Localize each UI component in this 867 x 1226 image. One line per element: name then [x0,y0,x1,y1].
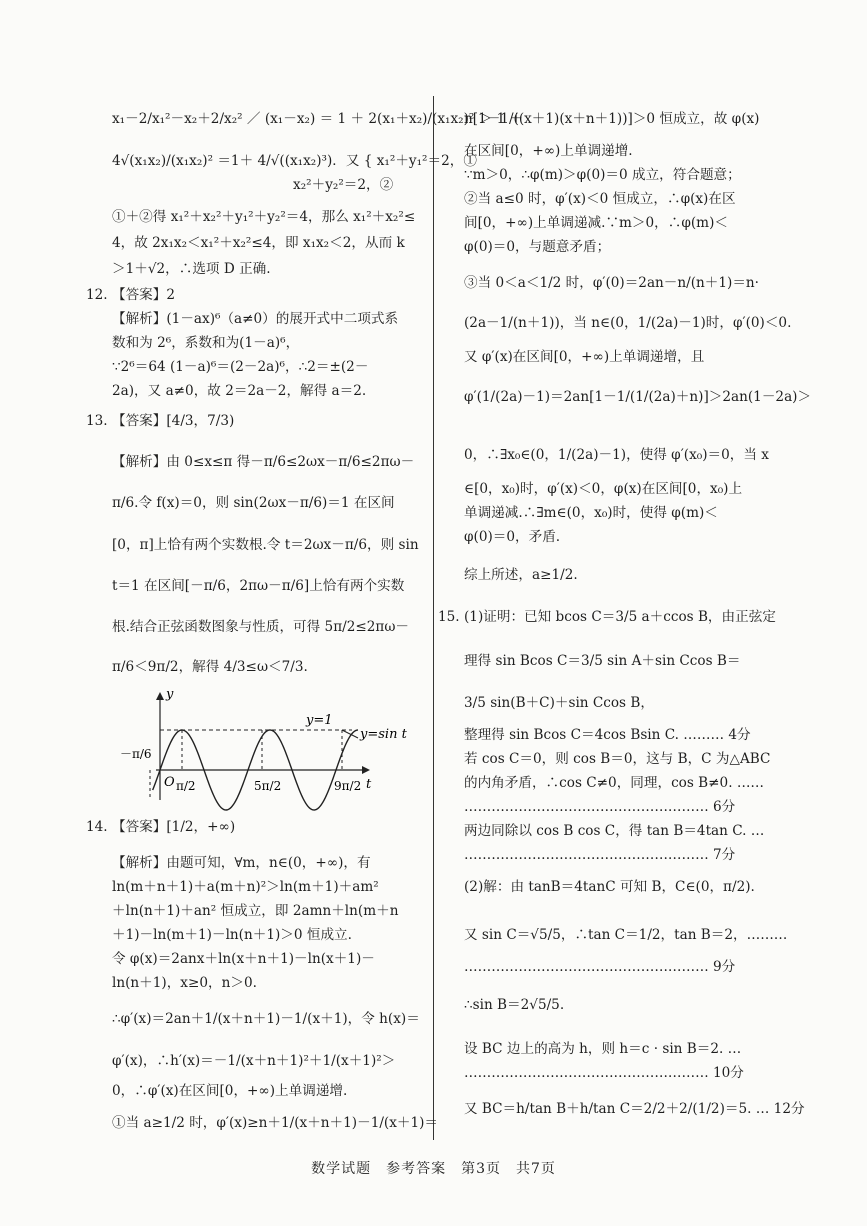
text-line: ∈[0，x₀)时，φ′(x)＜0，φ(x)在区间[0，x₀)上 [464,481,743,497]
text-line: φ′(1/(2a)－1)＝2an[1－1/(1/(2a)＋n)]＞2an(1－2a)＞ [464,389,812,405]
text-line: 设 BC 边上的高为 h，则 h＝c · sin B＝2. … [464,1041,742,1057]
text-line: 若 cos C＝0，则 cos B＝0，这与 B，C 为△ABC [464,751,771,767]
text-line: ∴φ′(x)＝2an＋1/(x＋n＋1)－1/(x＋1)，令 h(x)＝ [112,1011,420,1027]
t-axis-arrow [362,766,370,774]
right-column [438,96,812,1140]
text-line: ln(m＋n＋1)＋a(m＋n)²＞ln(m＋1)＋am² [112,879,379,895]
sine-graph [120,687,420,804]
text-line: 【解析】由 0≤x≤π 得－π/6≤2ωx－π/6≤2πω－ [112,454,415,470]
text-line: ①＋②得 x₁²＋x₂²＋y₁²＋y₂²＝4，那么 x₁²＋x₂²≤ [112,209,416,225]
text-line: 又 φ′(x)在区间[0，+∞)上单调递增，且 [464,349,705,365]
text-line: 的内角矛盾，∴cos C≠0，同理，cos B≠0. …… [464,775,765,791]
text-line: 两边同除以 cos B cos C，得 tan B＝4tan C. … [464,823,765,839]
y-axis-label: y [166,687,174,702]
text-line: 理得 sin Bcos C＝3/5 sin A＋sin Ccos B＝ [464,653,741,669]
answer-13: 【答案】[4/3，7/3) [112,413,235,429]
origin-label: O [164,775,175,790]
column-divider [433,96,434,1140]
text-line: ＋1)－ln(m＋1)－ln(n＋1)＞0 恒成立. [112,927,352,943]
text-line: x₂²＋y₂²＝2，② [112,177,394,193]
text-line: (2)解：由 tanB＝4tanC 可知 B，C∈(0，π/2). [464,879,755,895]
x-tick-label: 9π/2 [334,779,362,793]
text-line: (2a－1/(n＋1))，当 n∈(0，1/(2a)－1)时，φ′(0)＜0. [464,315,792,331]
text-line: 单调递减.∴∃m∈(0，x₀)时，使得 φ(m)＜ [464,505,718,521]
text-line: 根.结合正弦函数图象与性质，可得 5π/2≤2πω－ [112,619,410,635]
text-line: (1)证明：已知 bcos C＝3/5 a＋ccos B，由正弦定 [464,609,776,625]
text-line: ∵2⁶＝64 (1－a)⁶＝(2－2a)⁶，∴2＝±(2－ [112,359,369,375]
text-line: 0，∴φ′(x)在区间[0，+∞)上单调递增. [112,1083,348,1099]
text-line: 【解析】由题可知，∀m，n∈(0，+∞)，有 [112,855,371,871]
text-line: 0，∴∃x₀∈(0，1/(2a)－1)，使得 φ′(x₀)＝0，当 x [464,447,769,463]
text-line: t＝1 在区间[－π/6，2πω－π/6]上恰有两个实数 [112,578,405,594]
text-line: ①当 a≥1/2 时，φ′(x)≥n＋1/(x＋n＋1)－1/(x＋1)＝ [112,1115,439,1131]
answer-14: 【答案】[1/2，+∞) [112,819,236,835]
text-line: 4√(x₁x₂)/(x₁x₂)² ＝1＋ 4/√((x₁x₂)³)．又 { x₁²＋y₁²＝2，① [112,153,477,169]
text-line: ln(n＋1)，x≥0，n＞0. [112,975,257,991]
y-axis-arrow [156,692,164,700]
text-line: ……………………………………………… 9分 [464,959,736,975]
text-line: φ′(x)，∴h′(x)＝－1/(x＋n＋1)²＋1/(x＋1)²＞ [112,1053,396,1069]
text-line: 数和为 2⁶，系数和为(1－a)⁶， [112,335,300,351]
question-number-15: 15. [438,609,460,625]
question-number-13: 13. [86,413,108,429]
text-line: φ(0)＝0，与题意矛盾； [464,239,611,255]
y-equals-1-label: y=1 [306,713,333,728]
t-axis-label: t [366,777,372,792]
text-line: x₁－2/x₁²－x₂＋2/x₂² ／ (x₁－x₂) ＝ 1 ＋ 2(x₁＋x₂)/(x₁x₂)² ＞ 1 ＋ [112,111,524,127]
page-footer: 数学试题 参考答案 第3页 共7页 [311,1161,556,1177]
question-number-12: 12. [86,287,108,303]
question-number-14: 14. [86,819,108,835]
text-line: ∵m＞0，∴φ(m)＞φ(0)＝0 成立，符合题意； [464,167,741,183]
text-line: ……………………………………………… 6分 [464,799,736,815]
text-line: [0，π]上恰有两个实数根.令 t＝2ωx－π/6，则 sin [112,537,419,553]
text-line: ＞1＋√2，∴选项 D 正确. [112,261,271,277]
text-line: 2a)，又 a≠0，故 2＝2a－2，解得 a＝2. [112,383,367,399]
text-line: 4，故 2x₁x₂＜x₁²＋x₂²≤4，即 x₁x₂＜2，从而 k [112,235,405,251]
text-line: 综上所述，a≥1/2. [464,567,578,583]
text-line: ③当 0＜a＜1/2 时，φ′(0)＝2an－n/(n＋1)＝n· [464,275,759,291]
sin-curve-label: y=sin t [360,727,407,742]
text-line: 令 φ(x)＝2anx＋ln(x＋n＋1)－ln(x＋1)－ [112,951,375,967]
text-line: ②当 a≤0 时，φ′(x)＜0 恒成立，∴φ(x)在区 [464,191,736,207]
x-neg-label: －π/6 [120,747,152,761]
text-line: 3/5 sin(B＋C)＋sin Ccos B， [464,695,654,711]
text-line: φ(0)＝0，矛盾. [464,529,561,545]
text-line: 在区间[0，+∞)上单调递增. [464,143,633,159]
text-line: ……………………………………………… 7分 [464,847,736,863]
text-line: ∴sin B＝2√5/5. [464,997,565,1013]
text-line: n[1－1/((x＋1)(x＋n＋1))]＞0 恒成立，故 φ(x) [464,111,760,127]
text-line: ＋ln(n＋1)＋an² 恒成立，即 2amn＋ln(m＋n [112,903,399,919]
text-line: 间[0，+∞)上单调递减.∵m＞0，∴φ(m)＜ [464,215,728,231]
x-tick-label: π/2 [176,779,196,793]
text-line: π/6＜9π/2，解得 4/3≤ω＜7/3. [112,659,308,675]
text-line: 又 sin C＝√5/5，∴tan C＝1/2，tan B＝2，……… [464,927,788,943]
x-tick-label: 5π/2 [254,779,282,793]
answer-12: 【答案】2 [112,287,176,303]
text-line: 整理得 sin Bcos C＝4cos Bsin C. ……… 4分 [464,727,751,743]
text-line: ……………………………………………… 10分 [464,1065,744,1081]
text-line: 【解析】(1－ax)⁶（a≠0）的展开式中二项式系 [112,311,399,327]
text-line: π/6.令 f(x)＝0，则 sin(2ωx－π/6)＝1 在区间 [112,495,395,511]
text-line: 又 BC＝h/tan B＋h/tan C＝2/2＋2/(1/2)＝5. … 12分 [464,1101,805,1117]
